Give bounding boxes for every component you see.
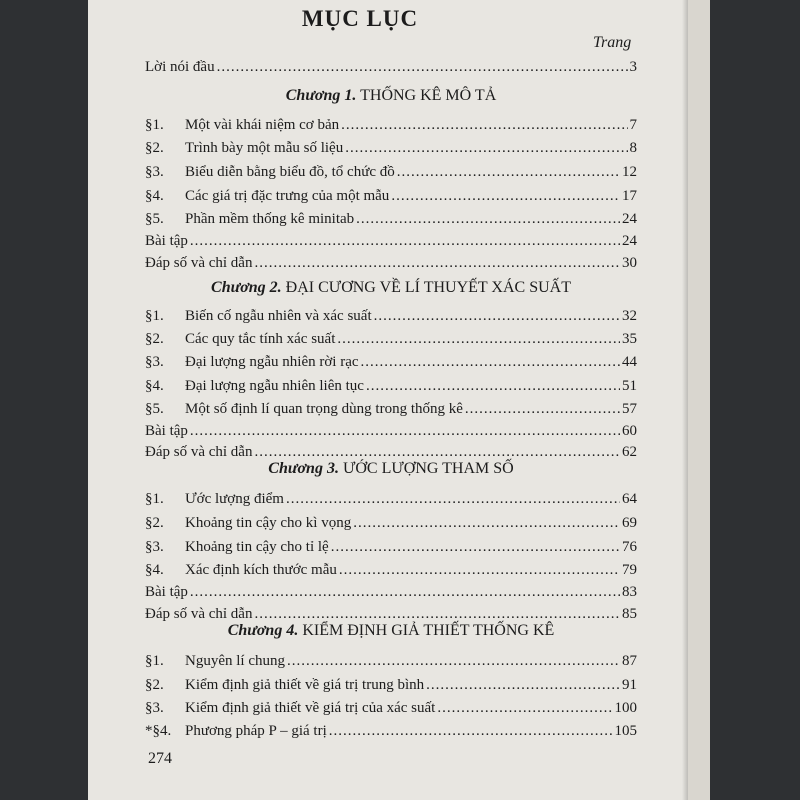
chapter-label: Chương 4. (227, 622, 299, 639)
section-number: §1. (145, 653, 164, 669)
toc-entry-title: Biểu diễn bằng biểu đồ, tổ chức đồ (185, 164, 395, 180)
dot-leader (329, 723, 613, 740)
facing-page-edge (688, 0, 710, 800)
dot-leader (337, 331, 620, 348)
toc-entry-answers (145, 603, 637, 623)
toc-entry-title: Một số định lí quan trọng dùng trong thống kê (185, 401, 463, 417)
section-number: §3. (145, 354, 164, 370)
toc-entry-title: Nguyên lí chung (185, 653, 285, 669)
toc-entry (145, 398, 637, 418)
toc-entry-page: 44 (622, 354, 637, 370)
toc-entry-title: Đáp số và chỉ dẫn (145, 255, 253, 271)
section-number: §2. (145, 140, 164, 156)
toc-entry (145, 559, 637, 579)
dot-leader (353, 515, 620, 532)
toc-entry-page: 76 (622, 539, 637, 555)
toc-entry-title: Trình bày một mẫu số liệu (185, 140, 344, 156)
toc-entry-page: 91 (622, 677, 637, 693)
toc-entry-page: 51 (622, 378, 637, 394)
chapter-heading-1 (145, 87, 637, 105)
toc-entry (145, 185, 637, 205)
page-number: 274 (148, 750, 172, 767)
dot-leader (339, 562, 620, 579)
toc-entry-title: Phần mềm thống kê minitab (185, 211, 355, 227)
dot-leader (465, 401, 620, 418)
dot-leader (254, 606, 620, 623)
toc-entry-page: 85 (622, 606, 637, 622)
toc-entry (145, 161, 637, 181)
chapter-title: ĐẠI CƯƠNG VỀ LÍ THUYẾT XÁC SUẤT (285, 279, 571, 296)
dot-leader (217, 59, 628, 76)
dot-leader (361, 354, 620, 371)
toc-entry-title: Biến cố ngẫu nhiên và xác suất (185, 308, 372, 324)
toc-entry-page: 17 (622, 188, 637, 204)
toc-entry-page: 7 (629, 117, 637, 133)
toc-entry-title: Bài tập (145, 423, 188, 439)
toc-entry (145, 114, 637, 134)
toc-entry-title: Các quy tắc tính xác suất (185, 331, 336, 347)
toc-entry-page: 32 (622, 308, 637, 324)
toc-entry-title: Xác định kích thước mẫu (185, 562, 337, 578)
toc-entry-title: Phương pháp P – giá trị (185, 723, 327, 739)
toc-entry (145, 375, 637, 395)
dot-leader (391, 188, 620, 205)
chapter-title: ƯỚC LƯỢNG THAM SỐ (342, 460, 514, 477)
chapter-label: Chương 1. (285, 87, 357, 104)
dot-leader (437, 700, 612, 717)
toc-entry-page: 8 (629, 140, 637, 156)
dot-leader (345, 140, 627, 157)
dot-leader (190, 423, 620, 440)
dot-leader (190, 584, 620, 601)
toc-entry (145, 488, 637, 508)
section-number: §3. (145, 539, 164, 555)
toc-entry-title: Ước lượng điểm (185, 491, 284, 507)
dot-leader (426, 677, 620, 694)
toc-entry (145, 697, 637, 717)
toc-entry-title: Kiểm định giả thiết về giá trị của xác suất (185, 700, 436, 716)
toc-entry-page: 12 (622, 164, 637, 180)
section-number: §4. (145, 562, 164, 578)
toc-entry-page: 62 (622, 444, 637, 460)
page-title: MỤC LỤC (301, 6, 419, 31)
toc-entry (145, 351, 637, 371)
toc-entry-answers (145, 441, 637, 461)
toc-entry (145, 328, 637, 348)
section-number: §1. (145, 308, 164, 324)
section-number: §4. (145, 188, 164, 204)
toc-entry-title: Kiểm định giả thiết về giá trị trung bình (185, 677, 425, 693)
dot-leader (254, 255, 620, 272)
section-number: §3. (145, 700, 164, 716)
toc-entry-title: Đáp số và chỉ dẫn (145, 606, 253, 622)
toc-entry-page: 79 (622, 562, 637, 578)
section-number: §5. (145, 211, 164, 227)
toc-entry-title: Bài tập (145, 233, 188, 249)
toc-entry-title: Đại lượng ngẫu nhiên rời rạc (185, 354, 359, 370)
dot-leader (341, 117, 627, 134)
section-number: §3. (145, 164, 164, 180)
dot-leader (374, 308, 620, 325)
toc-entry-page: 30 (622, 255, 637, 271)
toc-entry (145, 536, 637, 556)
toc-entry-title: Bài tập (145, 584, 188, 600)
toc-entry-exercises (145, 230, 637, 250)
toc-entry-page: 100 (614, 700, 637, 716)
section-number: §4. (145, 378, 164, 394)
toc-entry (145, 305, 637, 325)
toc-entry-title: Một vài khái niệm cơ bản (185, 117, 340, 133)
toc-entry (145, 208, 637, 228)
toc-entry-page: 69 (622, 515, 637, 531)
chapter-heading-3 (145, 460, 637, 478)
toc-entry (145, 674, 637, 694)
toc-entry-answers (145, 252, 637, 272)
toc-entry-page: 35 (622, 331, 637, 347)
chapter-title: KIỂM ĐỊNH GIẢ THIẾT THỐNG KÊ (302, 622, 555, 639)
toc-entry (145, 720, 637, 740)
section-number: §2. (145, 677, 164, 693)
toc-entry-page: 24 (622, 233, 637, 249)
dot-leader (366, 378, 620, 395)
chapter-heading-2 (145, 279, 637, 297)
section-number: §2. (145, 515, 164, 531)
toc-entry-page: 87 (622, 653, 637, 669)
dot-leader (254, 444, 620, 461)
section-number: §1. (145, 491, 164, 507)
toc-entry-title: Khoảng tin cậy cho tỉ lệ (185, 539, 329, 555)
toc-entry-page: 60 (622, 423, 637, 439)
toc-entry (145, 650, 637, 670)
toc-entry-title: Các giá trị đặc trưng của một mẫu (185, 188, 390, 204)
page-column-label: Trang (593, 34, 632, 51)
dot-leader (286, 491, 620, 508)
chapter-title: THỐNG KÊ MÔ TẢ (360, 87, 497, 104)
section-number: §5. (145, 401, 164, 417)
section-number: §1. (145, 117, 164, 133)
toc-entry-exercises (145, 420, 637, 440)
toc-entry-page: 105 (614, 723, 637, 739)
dot-leader (356, 211, 620, 228)
toc-entry-title: Khoảng tin cậy cho kì vọng (185, 515, 352, 531)
toc-entry-page: 83 (622, 584, 637, 600)
toc-entry (145, 512, 637, 532)
toc-entry (145, 137, 637, 157)
toc-entry-page: 57 (622, 401, 637, 417)
section-number: §2. (145, 331, 164, 347)
dot-leader (190, 233, 620, 250)
toc-entry-preface (145, 56, 637, 76)
toc-entry-page: 3 (629, 59, 637, 75)
chapter-heading-4 (145, 622, 637, 640)
background (710, 0, 800, 800)
toc-entry-title: Lời nói đầu (145, 59, 215, 75)
dot-leader (287, 653, 620, 670)
toc-entry-page: 64 (622, 491, 637, 507)
chapter-label: Chương 2. (211, 279, 282, 296)
toc-entry-title: Đại lượng ngẫu nhiên liên tục (185, 378, 364, 394)
chapter-label: Chương 3. (268, 460, 339, 477)
toc-entry-exercises (145, 581, 637, 601)
dot-leader (331, 539, 620, 556)
dot-leader (397, 164, 620, 181)
section-number: *§4. (145, 723, 172, 739)
toc-entry-page: 24 (622, 211, 637, 227)
toc-entry-title: Đáp số và chỉ dẫn (145, 444, 253, 460)
